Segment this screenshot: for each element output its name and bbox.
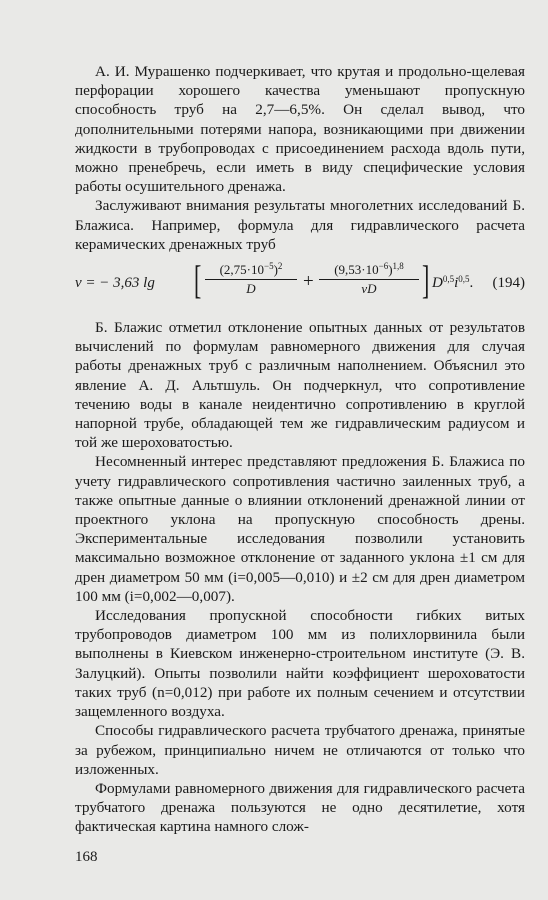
- formula-194: [75, 256, 525, 312]
- paragraph-2: Заслуживают внимания результаты многолетних исследований Б. Блажиса. Например, формула для гидравлического расчета керамических дренажных труб: [75, 197, 525, 253]
- text-column: [75, 62, 525, 837]
- paragraph-7: Формулами равномерного движения для гидравлического расчета трубчатого дренажа пользуются не одно десятилетие, хотя фактическая картина намного слож-: [75, 779, 525, 836]
- fraction-2-numerator: $(9,53\cdot 10^{-6})^{1,8}$: [319, 262, 419, 280]
- formula-close-bracket: ]: [421, 257, 430, 303]
- paragraph-3: Б. Блажис отметил отклонение опытных данных от результатов вычислений по формулам равномерного движения для случая работы дренажных труб с различным наполнением. Объяснил это явление А. Д. Альтшуль. Он подчеркнул, что сопротивление течению воды в канале неидентично сопротивлению в круглой напорной трубе, обладающей тем же гидравлическим радиусом и той же шероховатостью.: [75, 319, 525, 452]
- paragraph-5: Исследования пропускной способности гибких витых трубопроводов диаметром 100 мм из полихлорвинила были выполнены в Киевском инженерно-строительном институте (Э. В. Залуцкий). Опыты позволили найти коэффициент шероховатости таких труб (n=0,012) при работе их полным сечением и отсутствии защемленного воздуха.: [75, 607, 525, 721]
- formula-fraction-1: [205, 262, 297, 298]
- fraction-2-denominator: vD: [361, 281, 377, 297]
- formula-plus: +: [303, 271, 314, 293]
- paragraph-1: А. И. Мурашенко подчеркивает, что крутая и продольно-щелевая перфорации хорошего качества уменьшают пропускную способность труб на 2,7—6,5%. Он сделал вывод, что дополнительными потерями напора, возникающими при движении жидкости в трубопроводах с присоединением расхода вдоль пути, можно пренебречь, если иметь в виду специфические условия работы осушительного дренажа.: [75, 63, 525, 196]
- page-number: 168: [75, 849, 98, 865]
- formula-fraction-2: [319, 262, 419, 298]
- formula-lhs: v = − 3,63 lg: [75, 275, 155, 292]
- formula-number: (194): [492, 275, 525, 292]
- formula-tail: $D^{0,5}i^{0,5}$.: [432, 274, 474, 292]
- fraction-1-denominator: D: [246, 281, 256, 297]
- paragraph-4: Несомненный интерес представляют предложения Б. Блажиса по учету гидравлического сопротивления частично заиленных труб, а также опытные данные о влиянии отклонений дренажной линии от проектного уклона на пропускную способность дрены. Экспериментальные исследования позволили установить максимально возможное отклонение от заданного уклона ±1 см для дрен диаметром 50 мм (i=0,005—0,010) и ±2 см для дрен диаметром 100 мм (i=0,002—0,007).: [75, 453, 525, 605]
- fraction-1-numerator: $(2,75\cdot 10^{-5})^2$: [205, 262, 297, 280]
- formula-open-bracket: [: [193, 257, 202, 303]
- paragraph-6: Способы гидравлического расчета трубчатого дренажа, принятые за рубежом, принципиально ничем не отличаются от только что изложенных.: [75, 722, 525, 778]
